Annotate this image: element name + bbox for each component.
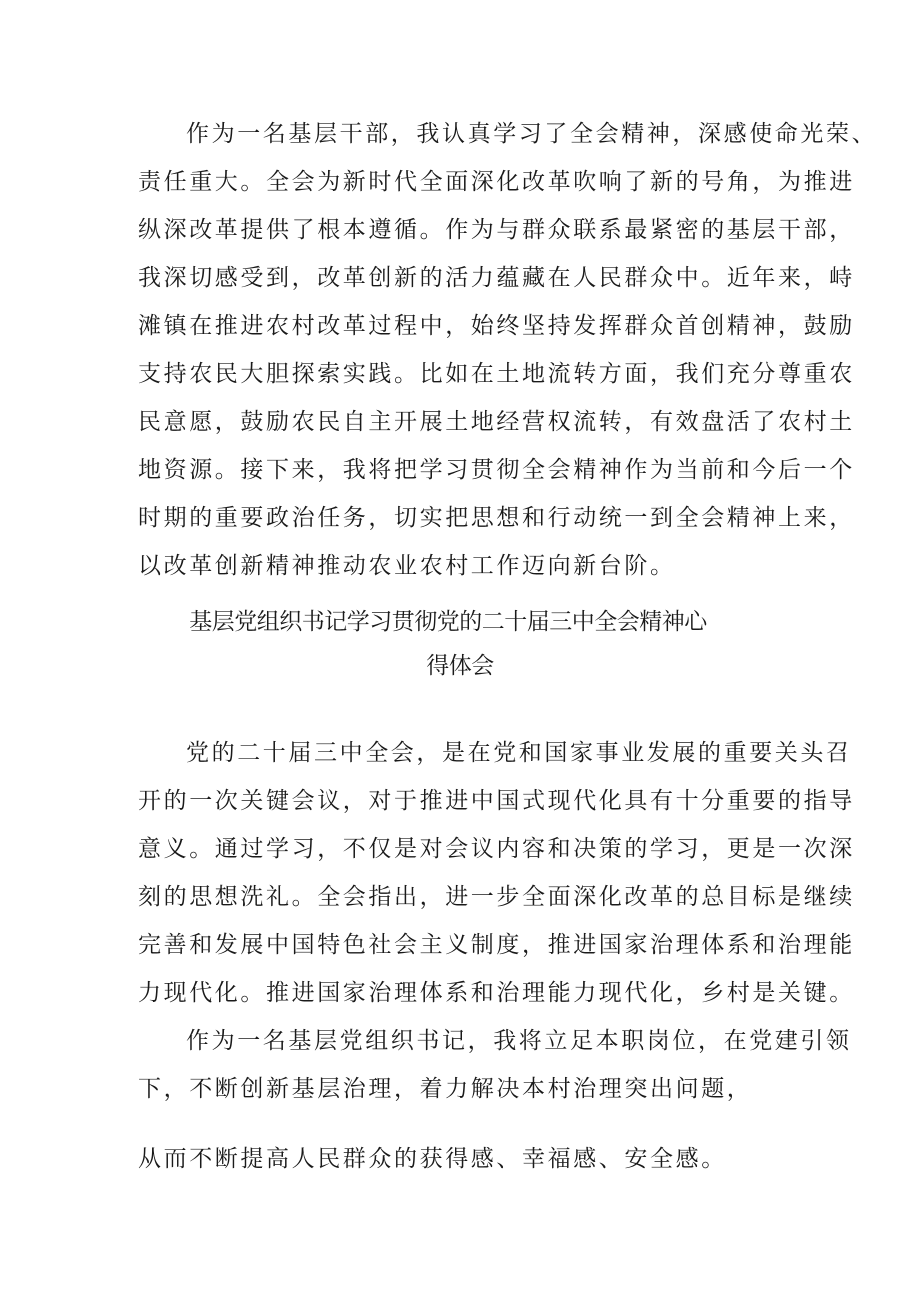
text-line: 时期的重要政治任务，切实把思想和行动统一到全会精神上来， <box>138 505 855 531</box>
text-line: 下，不断创新基层治理，着力解决本村治理突出问题， <box>138 1076 753 1102</box>
text-line: 党的二十届三中全会，是在党和国家事业发展的重要关头召 <box>186 740 852 766</box>
text-line: 力现代化。推进国家治理体系和治理能力现代化，乡村是关键。 <box>138 980 855 1006</box>
text-line: 滩镇在推进农村改革过程中，始终坚持发挥群众首创精神，鼓励 <box>138 313 855 339</box>
text-line: 开的一次关键会议，对于推进中国式现代化具有十分重要的指导 <box>138 788 855 814</box>
text-line: 作为一名基层党组织书记，我将立足本职岗位，在党建引领 <box>186 1028 852 1054</box>
text-line: 我深切感受到，改革创新的活力蕴藏在人民群众中。近年来，峙 <box>138 265 855 291</box>
text-line: 意义。通过学习，不仅是对会议内容和决策的学习，更是一次深 <box>138 836 855 862</box>
text-line: 责任重大。全会为新时代全面深化改革吹响了新的号角，为推进 <box>138 169 855 195</box>
text-line: 地资源。接下来，我将把学习贯彻全会精神作为当前和今后一个 <box>138 457 855 483</box>
text-line: 支持农民大胆探索实践。比如在土地流转方面，我们充分尊重农 <box>138 361 855 387</box>
text-line: 刻的思想洗礼。全会指出，进一步全面深化改革的总目标是继续 <box>138 884 855 910</box>
text-line: 作为一名基层干部，我认真学习了全会精神，深感使命光荣、 <box>186 121 878 147</box>
section-title: 基层党组织书记学习贯彻党的二十届三中全会精神心 <box>189 609 707 635</box>
section-title-continued: 得体会 <box>426 653 494 679</box>
text-line: 完善和发展中国特色社会主义制度，推进国家治理体系和治理能 <box>138 932 855 958</box>
text-line: 民意愿，鼓励农民自主开展土地经营权流转，有效盘活了农村土 <box>138 409 855 435</box>
text-line: 从而不断提高人民群众的获得感、幸福感、安全感。 <box>138 1146 727 1172</box>
text-line: 纵深改革提供了根本遵循。作为与群众联系最紧密的基层干部， <box>138 217 855 243</box>
text-line: 以改革创新精神推动农业农村工作迈向新台阶。 <box>138 553 676 579</box>
